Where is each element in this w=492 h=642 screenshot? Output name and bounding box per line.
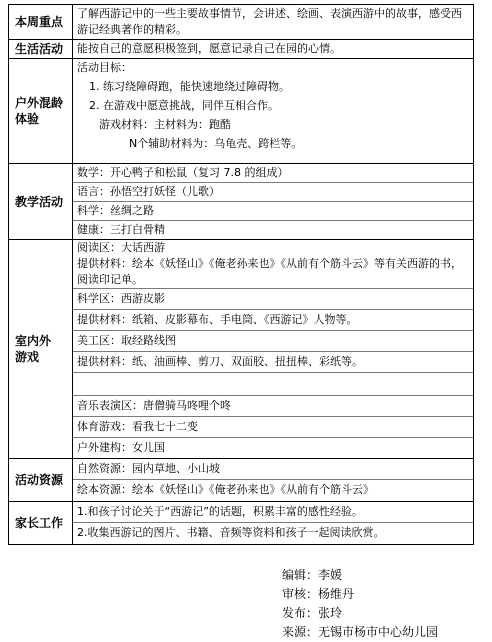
- art-area: 美工区：取经路线图: [73, 330, 473, 351]
- reading-area: 阅读区：大话西游: [77, 241, 165, 254]
- credit-editor: 编辑：李媛: [282, 568, 343, 582]
- label-indoor-outdoor-games: [9, 240, 73, 459]
- outdoor-main-materials: 游戏材料：主材料为：跑酷: [99, 118, 231, 131]
- label-parent-work: 家长工作: [9, 502, 73, 545]
- credit-source: 来源：无锡市杨市中心幼儿园: [282, 625, 439, 639]
- sports-area: 体育游戏：看我七十二变: [73, 416, 473, 437]
- credits-block: [282, 566, 438, 642]
- credit-publisher: 发布：张玲: [282, 606, 343, 620]
- science-materials: 提供材料：纸箱、皮影幕布、手电筒、《西游记》人物等。: [73, 309, 473, 330]
- label-outdoor-mixed-age: [9, 59, 73, 164]
- label-outdoor-line2: 体验: [15, 112, 40, 126]
- row-activity-resources: [9, 459, 474, 502]
- label-life-activity: 生活活动: [9, 40, 73, 59]
- weekly-plan-table: [8, 4, 474, 545]
- parents-cell: [73, 502, 474, 545]
- label-teaching-activity: 教学活动: [9, 164, 73, 240]
- label-indoor-line1: 室内外: [15, 334, 52, 348]
- parent-task-1: 1.和孩子讨论关于“西游记”的话题，积累丰富的感性经验。: [77, 505, 363, 518]
- parent-task-2: 2.收集西游记的图片、书籍、音频等资料和孩子一起阅读欣赏。: [73, 522, 473, 543]
- row-indoor-outdoor-games: [9, 240, 474, 459]
- music-area: 音乐表演区：唐僧骑马咚哩个咚: [73, 395, 473, 416]
- outdoor-aux-materials: N个辅助材料为：乌龟壳、跨栏等。: [129, 137, 303, 150]
- outdoor-goal-1: 1. 练习绕障碍跑，能快速地绕过障碍物。: [89, 80, 290, 93]
- teaching-item: 健康：三打白骨精: [73, 220, 473, 239]
- label-outdoor-line1: 户外混龄: [15, 96, 64, 110]
- resources-cell: [73, 459, 474, 502]
- life-activity-text: 能按自己的意愿积极签到，愿意记录自己在园的心情。: [77, 42, 341, 55]
- row-weekly-focus: [9, 5, 474, 40]
- outdoor-goal-2: 2. 在游戏中愿意挑战，同伴互相合作。: [89, 99, 279, 112]
- credit-reviewer: 审核：杨维丹: [282, 587, 355, 601]
- book-resources: 绘本资源：绘本《妖怪山》《俺老孙来也》《从前有个筋斗云》: [73, 479, 473, 500]
- reading-materials: 提供材料：绘本《妖怪山》《俺老孙来也》《从前有个筋斗云》等有关西游的书，阅读印记单。: [77, 257, 462, 286]
- art-materials: 提供材料：纸、油画棒、剪刀、双面胶、扭扭棒、彩纸等。: [73, 351, 473, 372]
- outdoor-cell: [73, 59, 474, 164]
- row-life-activity: [9, 40, 474, 59]
- life-activity-cell: [73, 40, 474, 59]
- label-indoor-line2: 游戏: [15, 350, 40, 364]
- weekly-focus-body: 了解西游记中的一些主要故事情节，会讲述、绘画、表演西游中的故事，感受西游记经典著作的精彩。: [77, 7, 462, 36]
- science-area: 科学区：西游皮影: [73, 288, 473, 309]
- row-teaching-activity: [9, 164, 474, 240]
- row-parent-work: [9, 502, 474, 545]
- label-activity-resources: 活动资源: [9, 459, 73, 502]
- indoor-cell: [73, 240, 474, 459]
- outdoor-construction: 户外建构：女儿国: [73, 437, 473, 458]
- teaching-cell: [73, 164, 474, 240]
- weekly-focus-text: [73, 5, 474, 40]
- nature-resources: 自然资源：园内草地、小山坡: [77, 462, 220, 475]
- blank-row: [73, 372, 473, 395]
- teaching-item: 语言：孙悟空打妖怪（儿歌）: [73, 182, 473, 201]
- teaching-item: 数学：开心鸭子和松鼠（复习 7.8 的组成）: [77, 166, 289, 179]
- reading-area-block: [73, 240, 473, 288]
- row-outdoor-mixed-age: [9, 59, 474, 164]
- teaching-item: 科学：丝绸之路: [73, 201, 473, 220]
- label-weekly-focus: 本周重点: [9, 5, 73, 40]
- outdoor-goals-title: 活动目标：: [77, 61, 132, 74]
